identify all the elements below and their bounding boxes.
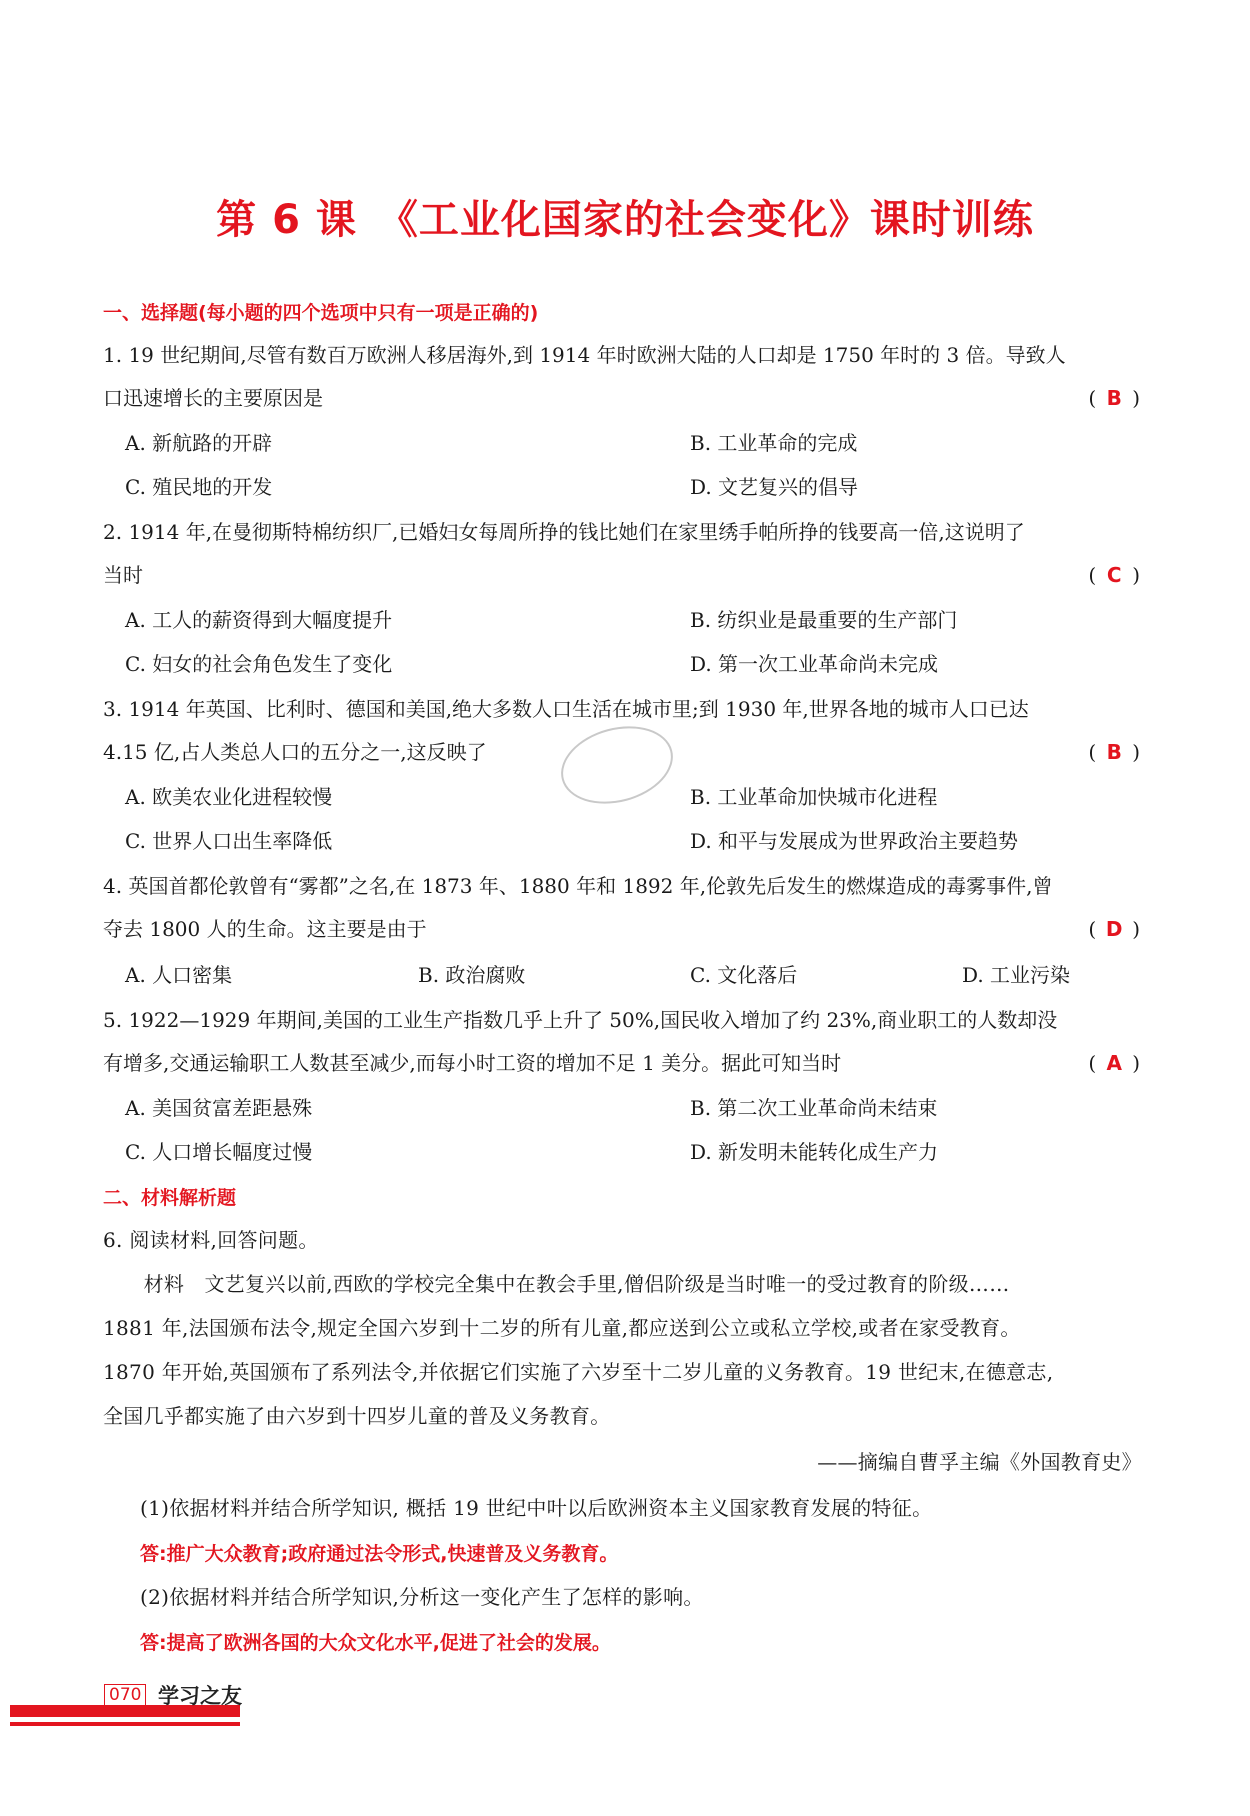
brand-logo-text: 学习之友 [158, 1683, 242, 1708]
answer-letter: B [1106, 740, 1124, 764]
option-b: B. 纺织业是最重要的生产部门 [690, 608, 958, 632]
answer-2: 答:提高了欧洲各国的大众文化水平,促进了社会的发展。 [140, 1632, 611, 1654]
option-a: A. 新航路的开辟 [125, 431, 273, 455]
material-line-1: 材料 文艺复兴以前,西欧的学校完全集中在教会手里,僧侣阶级是当时唯一的受过教育的阶级…… [103, 1272, 1010, 1296]
option-b: B. 第二次工业革命尚未结束 [690, 1096, 938, 1120]
option-c: C. 文化落后 [690, 963, 798, 987]
answer-bracket: ( A ) [1088, 1048, 1142, 1078]
footer-red-rule [10, 1722, 240, 1726]
material-line-4: 全国几乎都实施了由六岁到十四岁儿童的普及义务教育。 [103, 1404, 611, 1428]
option-d: D. 文艺复兴的倡导 [690, 475, 859, 499]
option-a: A. 美国贫富差距悬殊 [125, 1096, 313, 1120]
answer-1: 答:推广大众教育;政府通过法令形式,快速普及义务教育。 [140, 1543, 619, 1565]
option-c: C. 妇女的社会角色发生了变化 [125, 652, 393, 676]
answer-bracket: ( B ) [1088, 383, 1142, 413]
section-heading-material: 二、材料解析题 [103, 1187, 237, 1209]
page-number: 070 [104, 1684, 146, 1706]
material-line-3: 1870 年开始,英国颁布了系列法令,并依据它们实施了六岁至十二岁儿童的义务教育。19 世纪末,在德意志, [103, 1360, 1054, 1384]
answer-bracket: ( C ) [1088, 560, 1142, 590]
option-a: A. 欧美农业化进程较慢 [125, 785, 333, 809]
answer-letter: A [1106, 1051, 1124, 1075]
option-d: D. 工业污染 [962, 963, 1071, 987]
sub-question-1: (1)依据材料并结合所学知识, 概括 19 世纪中叶以后欧洲资本主义国家教育发展的特征。 [140, 1496, 933, 1520]
workbook-page: 第 6 课 《工业化国家的社会变化》课时训练 一、选择题(每小题的四个选项中只有一项是正确的) 1. 19 世纪期间,尽管有数百万欧洲人移居海外,到 1914 年时欧洲大陆的人口却是 1750 年时的 3 倍。导致人 口迅速增长的主要原因是 ( B ) A. 新航路的开辟 B. 工业革命的完成 C. 殖民地的开发 D. 文艺复兴的倡导 2. 1914 年,在曼彻斯特棉纺织厂,已婚妇女每周所挣的钱比她们在家里绣手帕所挣的钱要高一倍,这说明了 当时 ( C ) A. 工人的薪资得到大幅度提升 B. 纺织业是最重要的生产部门 C. 妇女的社会角色发生了变化 D. 第一次工业革命尚未完成 3. 1914 年英国、比利时、德国和美国,绝大多数人口生活在城市里;到 1930 年,世界各地的城市人口已达 4.15 亿,占人类总人口的五分之一,这反映了 ( B ) A. 欧美农业化进程较慢 B. 工业革命加快城市化进程 C. 世界人口出生率降低 D. 和平与发展成为世界政治主要趋势 4. 英国首都伦敦曾有“雾都”之名,在 1873 年、1880 年和 1892 年,伦敦先后发生的燃煤造成的毒雾事件,曾 夺去 1800 人的生命。这主要是由于 ( D ) A. 人口密集 B. 政治腐败 C. 文化落后 D. 工业污染 5. 1922—1929 年期间,美国的工业生产指数几乎上升了 50%,国民收入增加了约 23%,商业职工的人数却没 有增多,交通运输职工人数甚至减少,而每小时工资的增加不足 1 美分。据此可知当时 ( A ) A. 美国贫富差距悬殊 B. 第二次工业革命尚未结束 C. 人口增长幅度过慢 D. 新发明未能转化成生产力 二、材料解析题 6. 阅读材料,回答问题。 材料 文艺复兴以前,西欧的学校完全集中在教会手里,僧侣阶级是当时唯一的受过教育的阶级…… 1881 年,法国颁布法令,规定全国六岁到十二岁的所有儿童,都应送到公立或私立学校,或者在家受教育。 1870 年开始,英国颁布了系列法令,并依据它们实施了六岁至十二岁儿童的义务教育。19 世纪末,在德意志, 全国几乎都实施了由六岁到十四岁儿童的普及义务教育。 ——摘编自曹孚主编《外国教育史》 (1)依据材料并结合所学知识, 概括 19 世纪中叶以后欧洲资本主义国家教育发展的特征。 答:推广大众教育;政府通过法令形式,快速普及义务教育。 (2)依据材料并结合所学知识,分析这一变化产生了怎样的影响。 答:提高了欧洲各国的大众文化水平,促进了社会的发展。 070 学习之友 [0, 0, 1250, 1816]
option-c: C. 世界人口出生率降低 [125, 829, 333, 853]
answer-letter: D [1105, 917, 1125, 941]
option-a: A. 人口密集 [125, 963, 233, 987]
answer-letter: B [1106, 386, 1124, 410]
answer-letter: C [1106, 563, 1124, 587]
option-b: B. 工业革命加快城市化进程 [690, 785, 938, 809]
option-c: C. 人口增长幅度过慢 [125, 1140, 313, 1164]
option-d: D. 新发明未能转化成生产力 [690, 1140, 939, 1164]
answer-bracket: ( B ) [1088, 737, 1142, 767]
option-b: B. 政治腐败 [418, 963, 526, 987]
material-line-2: 1881 年,法国颁布法令,规定全国六岁到十二岁的所有儿童,都应送到公立或私立学校,或者在家受教育。 [103, 1316, 1021, 1340]
option-d: D. 和平与发展成为世界政治主要趋势 [690, 829, 1019, 853]
answer-bracket: ( D ) [1088, 914, 1142, 944]
material-source: ——摘编自曹孚主编《外国教育史》 [817, 1450, 1142, 1474]
page-title: 第 6 课 《工业化国家的社会变化》课时训练 [216, 197, 1034, 243]
option-c: C. 殖民地的开发 [125, 475, 273, 499]
stamp-icon [552, 715, 681, 816]
option-d: D. 第一次工业革命尚未完成 [690, 652, 939, 676]
sub-question-2: (2)依据材料并结合所学知识,分析这一变化产生了怎样的影响。 [140, 1585, 704, 1609]
option-a: A. 工人的薪资得到大幅度提升 [125, 608, 393, 632]
question-6-prompt: 6. 阅读材料,回答问题。 [103, 1228, 319, 1252]
section-heading-choice: 一、选择题(每小题的四个选项中只有一项是正确的) [103, 302, 539, 324]
option-b: B. 工业革命的完成 [690, 431, 858, 455]
